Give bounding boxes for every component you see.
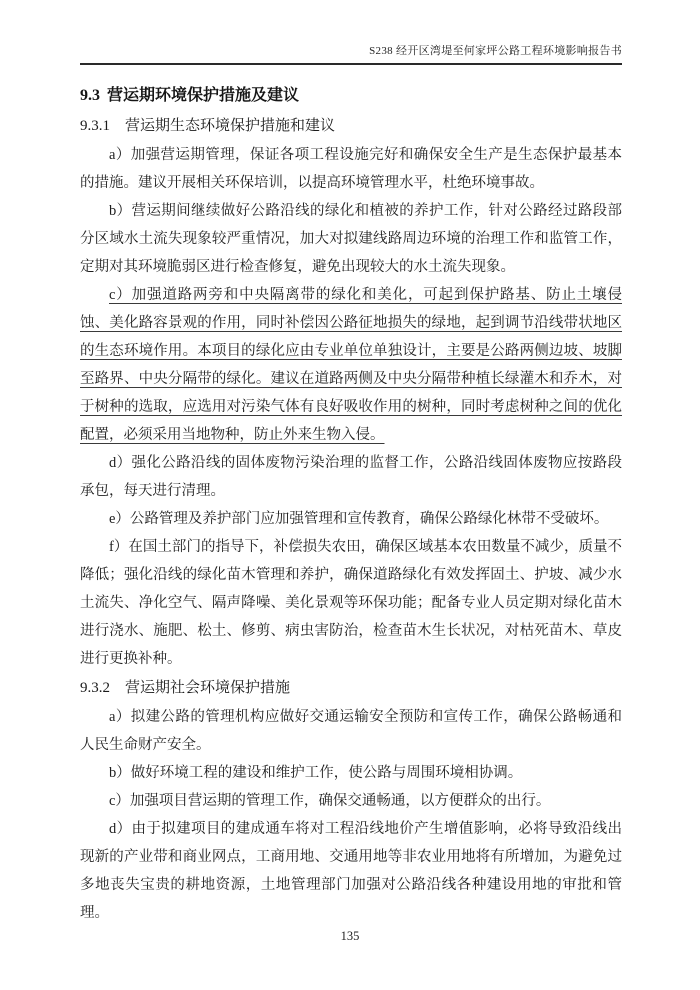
paragraph-931-b: b）营运期间继续做好公路沿线的绿化和植被的养护工作，针对公路经过路段部分区域水土流失现象较严重情况，加大对拟建线路周边环境的治理工作和监管工作，定期对其环境脆弱区进行检查修复，避免出现较大的水土流失现象。 <box>80 203 622 275</box>
section-9-3-1-title: 营运期生态环境保护措施和建议 <box>125 118 336 134</box>
section-9-3-title: 营运期环境保护措施及建议 <box>107 87 300 104</box>
paragraph-931-f: f）在国土部门的指导下，补偿损失农田，确保区域基本农田数量不减少，质量不降低；强化沿线的绿化苗木管理和养护，确保道路绿化有效发挥固土、护坡、减少水土流失、净化空气、隔声降噪、美化景观等环保功能；配备专业人员定期对绿化苗木进行浇水、施肥、松土、修剪、病虫害防治，检查苗木生长状况，对枯死苗木、草皮进行更换补种。 <box>80 539 622 667</box>
paragraph-931-d: d）强化公路沿线的固体废物污染治理的监督工作，公路沿线固体废物应按路段承包，每天进行清理。 <box>80 455 622 499</box>
section-9-3-heading <box>80 81 622 111</box>
page-number: 135 <box>340 929 360 943</box>
section-9-3-2-heading <box>80 673 622 703</box>
section-9-3-2-title: 营运期社会环境保护措施 <box>125 680 291 696</box>
paragraph-932-d: d）由于拟建项目的建成通车将对工程沿线地价产生增值影响，必将导致沿线出现新的产业带和商业网点，工商用地、交通用地等非农业用地将有所增加，为避免过多地丧失宝贵的耕地资源，土地管理部门加强对公路沿线各种建设用地的审批和管理。 <box>80 821 622 921</box>
paragraph-931-e: e）公路管理及养护部门应加强管理和宣传教育，确保公路绿化林带不受破坏。 <box>109 511 609 527</box>
paragraph-931-a: a）加强营运期管理，保证各项工程设施完好和确保安全生产是生态保护最基本的措施。建议开展相关环保培训，以提高环境管理水平，杜绝环境事故。 <box>80 147 622 191</box>
section-9-3-number: 9.3 <box>80 87 100 104</box>
header-title: S238 经开区湾堤至何家坪公路工程环境影响报告书 <box>369 45 622 57</box>
page-header <box>80 42 622 65</box>
paragraph-931-c-underlined: c）加强道路两旁和中央隔离带的绿化和美化，可起到保护路基、防止土壤侵蚀、美化路容景观的作用，同时补偿因公路征地损失的绿地，起到调节沿线带状地区的生态环境作用。本项目的绿化应由专业单位单独设计，主要是公路两侧边坡、坡脚至路界、中央分隔带的绿化。建议在道路两侧及中央分隔带种植长绿灌木和乔木，对于树种的选取，应选用对污染气体有良好吸收作用的树种，同时考虑树种之间的优化配置，必须采用当地物种，防止外来生物入侵。 <box>80 287 622 443</box>
paragraph-932-b: b）做好环境工程的建设和维护工作，使公路与周围环境相协调。 <box>109 765 523 781</box>
section-9-3-1-number: 9.3.1 <box>80 118 110 134</box>
section-9-3-2-number: 9.3.2 <box>80 680 110 696</box>
section-9-3-1-heading <box>80 111 622 141</box>
paragraph-932-c: c）加强项目营运期的管理工作，确保交通畅通，以方便群众的出行。 <box>109 793 551 809</box>
paragraph-932-a: a）拟建公路的管理机构应做好交通运输安全预防和宣传工作，确保公路畅通和人民生命财产安全。 <box>80 709 622 753</box>
page-content <box>80 81 622 927</box>
